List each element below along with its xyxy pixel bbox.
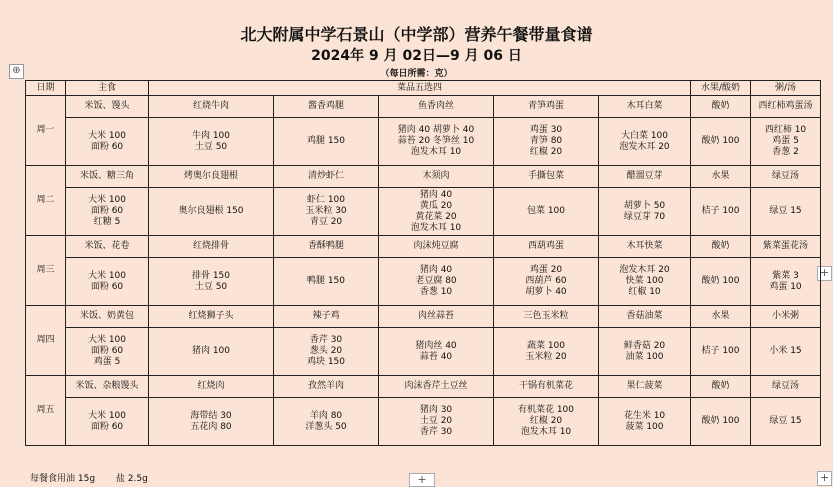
ingredient-amount: 青豆 20 xyxy=(309,217,343,227)
ingredient-amount: 鸡蛋 10 xyxy=(769,281,802,292)
ingredient-amount: 香芹 30 xyxy=(309,335,343,345)
ingredient-amount: 大米 100 xyxy=(87,410,127,421)
quantity-cell xyxy=(274,188,379,236)
ingredient-amount: 绿豆芽 70 xyxy=(623,211,666,222)
dish-name-cell: 绿豆汤 xyxy=(751,166,821,188)
ingredient-amount: 泡发木耳 10 xyxy=(410,222,462,233)
header-dishes: 菜品五选四 xyxy=(149,81,691,96)
dish-name-cell: 米饭、花卷 xyxy=(66,236,149,258)
quantity-cell xyxy=(751,328,821,376)
dish-row xyxy=(26,376,821,398)
dish-name-cell: 三色玉米粒 xyxy=(494,306,599,328)
quantity-cell xyxy=(379,328,494,376)
quantity-cell xyxy=(274,398,379,446)
ingredient-amount: 猪肉 40 xyxy=(419,189,453,200)
quantity-cell xyxy=(751,188,821,236)
ingredient-amount: 红椒 20 xyxy=(529,416,563,426)
quantity-cell xyxy=(149,258,274,306)
ingredient-amount: 猪肉 100 xyxy=(191,346,231,356)
dish-name-cell: 辣子鸡 xyxy=(274,306,379,328)
ingredient-amount: 排骨 150 xyxy=(191,270,231,281)
ingredient-amount: 面粉 60 xyxy=(90,206,124,216)
dish-name-cell: 木耳白菜 xyxy=(599,96,691,118)
header-staple: 主食 xyxy=(66,81,149,96)
dish-name-cell: 红烧排骨 xyxy=(149,236,274,258)
quantity-row xyxy=(26,398,821,446)
ingredient-amount: 鸡块 150 xyxy=(306,357,346,367)
ingredient-amount: 洋葱头 50 xyxy=(305,421,347,432)
ingredient-amount: 面粉 60 xyxy=(90,346,124,356)
unit-note: （每日所需：克） xyxy=(380,69,453,79)
ingredient-amount: 猪肉 40 胡萝卜 40 xyxy=(397,125,475,135)
quantity-cell xyxy=(751,398,821,446)
ingredient-amount: 面粉 60 xyxy=(90,281,124,292)
ingredient-amount: 香芹 30 xyxy=(419,427,453,437)
page-title: 北大附属中学石景山（中学部）营养午餐带量食谱 xyxy=(240,25,593,44)
day-cell: 周三 xyxy=(26,236,66,306)
ingredient-amount: 奥尔良翅根 150 xyxy=(178,206,244,216)
dish-name-cell: 酱香鸡腿 xyxy=(274,96,379,118)
table-move-handle-icon[interactable]: ⊕ xyxy=(9,64,24,79)
ingredient-amount: 红椒 20 xyxy=(529,147,563,157)
dish-name-cell: 小米粥 xyxy=(751,306,821,328)
insert-row-plus-icon[interactable]: + xyxy=(817,471,832,486)
ingredient-amount: 老豆腐 80 xyxy=(415,276,457,286)
ingredient-amount: 泡发木耳 10 xyxy=(410,147,462,157)
quantity-cell xyxy=(494,328,599,376)
ingredient-amount: 酸奶 100 xyxy=(701,416,740,426)
quantity-cell xyxy=(599,258,691,306)
day-cell: 周一 xyxy=(26,96,66,166)
dish-row xyxy=(26,96,821,118)
quantity-row xyxy=(26,118,821,166)
dish-name-cell: 水果 xyxy=(691,166,751,188)
oil-note: 每餐食用油 15g xyxy=(30,474,96,484)
ingredient-amount: 猪肉 30 xyxy=(419,405,453,415)
quantity-cell xyxy=(66,188,149,236)
ingredient-amount: 虾仁 100 xyxy=(306,195,346,205)
ingredient-amount: 大米 100 xyxy=(87,130,127,141)
ingredient-amount: 葱头 20 xyxy=(309,346,343,356)
ingredient-amount: 香葱 2 xyxy=(772,147,799,157)
dish-name-cell: 孜然羊肉 xyxy=(274,376,379,398)
ingredient-amount: 小米 15 xyxy=(769,346,802,356)
ingredient-amount: 大米 100 xyxy=(87,195,127,205)
ingredient-amount: 菠菜 100 xyxy=(625,421,664,432)
dish-row xyxy=(26,236,821,258)
quantity-cell xyxy=(494,118,599,166)
ingredient-amount: 酸奶 100 xyxy=(701,136,740,146)
date-range: 2024年 9 月 02日—9 月 06 日 xyxy=(311,48,522,64)
ingredient-amount: 土豆 50 xyxy=(194,281,228,292)
dish-name-cell: 肉沫香芹土豆丝 xyxy=(379,376,494,398)
ingredient-amount: 快菜 100 xyxy=(625,276,664,286)
ingredient-amount: 大米 100 xyxy=(87,335,127,345)
dish-row xyxy=(26,306,821,328)
ingredient-amount: 土豆 50 xyxy=(194,141,228,152)
ingredient-amount: 鸡腿 150 xyxy=(306,136,346,146)
ingredient-amount: 绿豆 15 xyxy=(769,206,802,216)
ingredient-amount: 五花肉 80 xyxy=(190,421,232,432)
quantity-cell xyxy=(149,118,274,166)
quantity-cell xyxy=(379,398,494,446)
ingredient-amount: 桔子 100 xyxy=(701,206,740,216)
quantity-cell xyxy=(599,398,691,446)
dish-name-cell: 米饭、杂粮馒头 xyxy=(66,376,149,398)
dish-name-cell: 手撕包菜 xyxy=(494,166,599,188)
ingredient-amount: 黄瓜 20 xyxy=(419,200,453,211)
quantity-cell xyxy=(751,258,821,306)
quantity-cell xyxy=(691,328,751,376)
dish-name-cell: 烤奥尔良翅根 xyxy=(149,166,274,188)
day-cell: 周四 xyxy=(26,306,66,376)
dish-name-cell: 红烧狮子头 xyxy=(149,306,274,328)
ingredient-amount: 西葫芦 60 xyxy=(525,276,567,286)
ingredient-amount: 蒜苔 20 冬笋丝 10 xyxy=(397,136,475,146)
salt-note: 盐 2.5g xyxy=(115,474,148,484)
ingredient-amount: 胡萝卜 40 xyxy=(525,287,567,297)
ingredient-amount: 鸡蛋 20 xyxy=(529,265,563,275)
day-cell: 周五 xyxy=(26,376,66,446)
ingredient-amount: 土豆 20 xyxy=(419,416,453,426)
dish-name-cell: 西红柿鸡蛋汤 xyxy=(751,96,821,118)
quantity-row xyxy=(26,328,821,376)
quantity-cell xyxy=(66,258,149,306)
quantity-cell xyxy=(691,118,751,166)
quantity-cell xyxy=(149,328,274,376)
ingredient-amount: 红糖 5 xyxy=(93,217,121,227)
quantity-row xyxy=(26,258,821,306)
ingredient-amount: 鸡蛋 30 xyxy=(529,125,563,135)
dish-name-cell: 青笋鸡蛋 xyxy=(494,96,599,118)
ingredient-amount: 泡发木耳 20 xyxy=(619,141,670,152)
dish-name-cell: 米饭、馒头 xyxy=(66,96,149,118)
quantity-cell xyxy=(599,188,691,236)
quantity-cell xyxy=(379,188,494,236)
dish-name-cell: 水果 xyxy=(691,306,751,328)
ingredient-amount: 胡萝卜 50 xyxy=(623,200,666,211)
ingredient-amount: 大米 100 xyxy=(87,270,127,281)
dish-name-cell: 肉沫炖豆腐 xyxy=(379,236,494,258)
quantity-cell xyxy=(66,398,149,446)
dish-name-cell: 清炒虾仁 xyxy=(274,166,379,188)
dish-name-cell: 木须肉 xyxy=(379,166,494,188)
ingredient-amount: 鲜香菇 20 xyxy=(623,340,666,351)
ingredient-amount: 泡发木耳 20 xyxy=(619,265,670,275)
header-fruit: 水果/酸奶 xyxy=(691,81,751,96)
ingredient-amount: 玉米粒 30 xyxy=(305,206,347,216)
menu-table xyxy=(25,80,821,446)
quantity-cell xyxy=(274,328,379,376)
header-date: 日期 xyxy=(26,81,66,96)
quantity-cell xyxy=(66,118,149,166)
dish-row xyxy=(26,166,821,188)
ingredient-amount: 面粉 60 xyxy=(90,141,124,152)
header-soup: 粥/汤 xyxy=(751,81,821,96)
ingredient-amount: 青笋 80 xyxy=(529,136,563,146)
dish-name-cell: 红烧牛肉 xyxy=(149,96,274,118)
dish-name-cell: 紫菜蛋花汤 xyxy=(751,236,821,258)
ingredient-amount: 大白菜 100 xyxy=(620,130,669,141)
day-cell: 周二 xyxy=(26,166,66,236)
quantity-cell xyxy=(274,118,379,166)
dish-name-cell: 鱼香肉丝 xyxy=(379,96,494,118)
ingredient-amount: 花生米 10 xyxy=(623,410,666,421)
ingredient-amount: 蒜苔 40 xyxy=(419,351,453,362)
ingredient-amount: 玉米粒 20 xyxy=(525,351,567,362)
dish-name-cell: 肉丝蒜苔 xyxy=(379,306,494,328)
footer-note xyxy=(30,471,166,484)
ingredient-amount: 面粉 60 xyxy=(90,421,124,432)
quantity-row xyxy=(26,188,821,236)
quantity-cell xyxy=(691,188,751,236)
dish-name-cell: 西葫鸡蛋 xyxy=(494,236,599,258)
ingredient-amount: 蔬菜 100 xyxy=(526,340,566,351)
dish-name-cell: 绿豆汤 xyxy=(751,376,821,398)
dish-name-cell: 木耳快菜 xyxy=(599,236,691,258)
ingredient-amount: 香葱 10 xyxy=(419,287,453,297)
quantity-cell xyxy=(494,188,599,236)
ingredient-amount: 鸡蛋 5 xyxy=(93,357,121,367)
ingredient-amount: 红椒 10 xyxy=(628,287,661,297)
dish-name-cell: 米饭、糖三角 xyxy=(66,166,149,188)
dish-name-cell: 醋溜豆芽 xyxy=(599,166,691,188)
ingredient-amount: 泡发木耳 10 xyxy=(520,427,572,437)
ingredient-amount: 猪肉丝 40 xyxy=(415,340,457,351)
ingredient-amount: 牛肉 100 xyxy=(191,130,231,141)
quantity-cell xyxy=(691,258,751,306)
quantity-cell xyxy=(599,328,691,376)
ingredient-amount: 桔子 100 xyxy=(701,346,740,356)
dish-name-cell: 酸奶 xyxy=(691,96,751,118)
dish-name-cell: 红烧肉 xyxy=(149,376,274,398)
dish-name-cell: 香菇油菜 xyxy=(599,306,691,328)
quantity-cell xyxy=(149,398,274,446)
dish-name-cell: 干锅有机菜花 xyxy=(494,376,599,398)
ingredient-amount: 有机菜花 100 xyxy=(517,405,575,415)
quantity-cell xyxy=(149,188,274,236)
quantity-cell xyxy=(751,118,821,166)
ingredient-amount: 绿豆 15 xyxy=(769,416,802,426)
ingredient-amount: 酸奶 100 xyxy=(701,276,740,286)
ingredient-amount: 鸭腿 150 xyxy=(306,276,346,286)
table-header-row xyxy=(26,81,821,96)
quantity-cell xyxy=(494,258,599,306)
dish-name-cell: 米饭、奶黄包 xyxy=(66,306,149,328)
insert-column-plus-icon[interactable]: + xyxy=(409,473,435,487)
quantity-cell xyxy=(379,258,494,306)
dish-name-cell: 酸奶 xyxy=(691,236,751,258)
ingredient-amount: 海带结 30 xyxy=(190,410,232,421)
insert-row-plus-icon[interactable]: + xyxy=(817,266,832,281)
ingredient-amount: 黄花菜 20 xyxy=(415,211,457,222)
quantity-cell xyxy=(66,328,149,376)
quantity-cell xyxy=(274,258,379,306)
ingredient-amount: 鸡蛋 5 xyxy=(772,136,799,146)
dish-name-cell: 香酥鸭腿 xyxy=(274,236,379,258)
ingredient-amount: 西红柿 10 xyxy=(764,125,807,135)
quantity-cell xyxy=(691,398,751,446)
dish-name-cell: 酸奶 xyxy=(691,376,751,398)
quantity-cell xyxy=(599,118,691,166)
quantity-cell xyxy=(379,118,494,166)
quantity-cell xyxy=(494,398,599,446)
ingredient-amount: 猪肉 40 xyxy=(419,265,453,275)
ingredient-amount: 包菜 100 xyxy=(526,206,566,216)
ingredient-amount: 羊肉 80 xyxy=(309,410,343,421)
ingredient-amount: 紫菜 3 xyxy=(772,270,799,281)
dish-name-cell: 果仁菠菜 xyxy=(599,376,691,398)
ingredient-amount: 油菜 100 xyxy=(625,351,664,362)
